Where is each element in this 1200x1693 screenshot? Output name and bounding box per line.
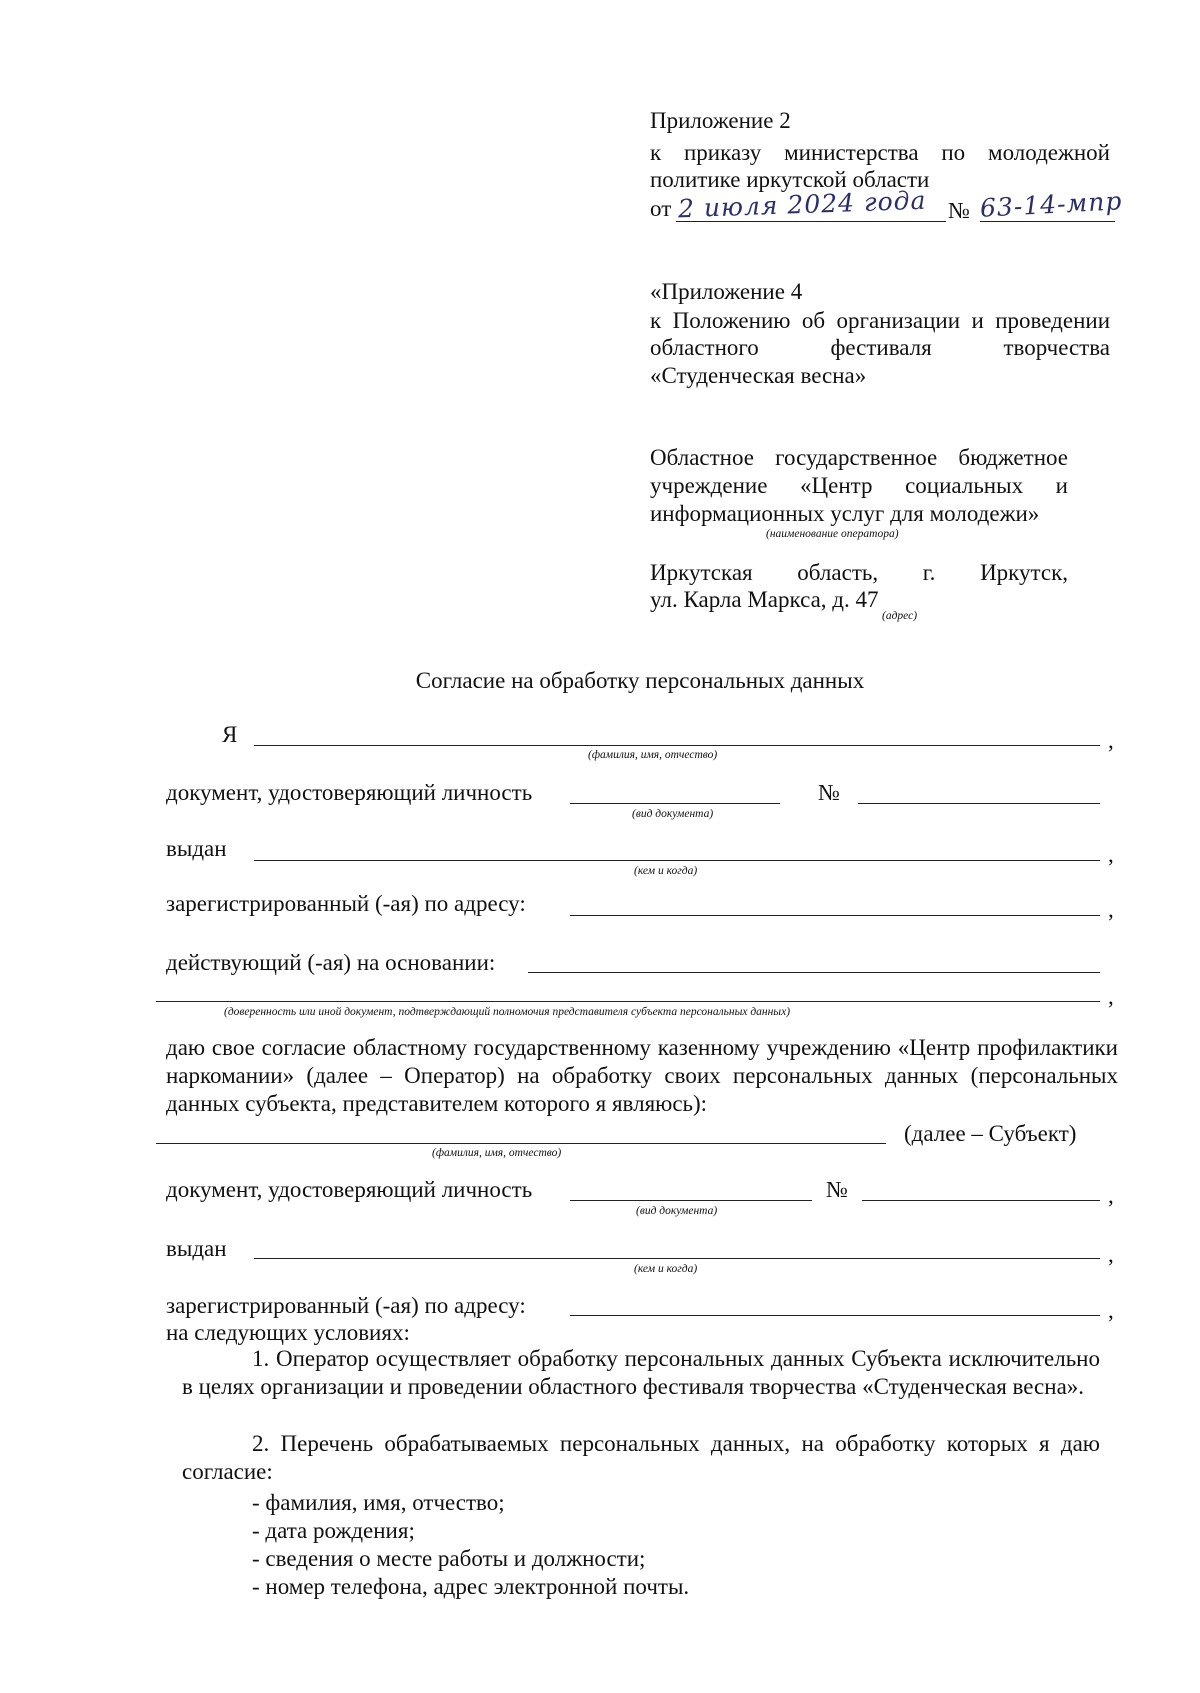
- list-item: - сведения о месте работы и должности;: [252, 1546, 646, 1571]
- doc-label: документ, удостоверяющий личность: [166, 780, 533, 805]
- conditions-label: на следующих условиях:: [166, 1320, 410, 1345]
- operator-name-caption: (наименование оператора): [766, 528, 899, 540]
- subject-doc-type-field[interactable]: [570, 1200, 812, 1201]
- subject-issued-field[interactable]: [254, 1258, 1100, 1259]
- form-title: Согласие на обработку персональных данных: [415, 668, 865, 693]
- operator-name-line-1: Областное государственное бюджетное: [650, 445, 1068, 470]
- registered-comma: ,: [1108, 897, 1114, 922]
- issued-field[interactable]: [254, 860, 1100, 861]
- clause-1-text: 1. Оператор осуществляет обработку персональных данных Субъекта исключительно в целях организации и проведении областного фестиваля творчества «Студенческая весна».: [182, 1346, 1100, 1399]
- clause-1: [182, 1345, 1100, 1401]
- clause-2-text: 2. Перечень обрабатываемых персональных данных, на обработку которых я даю согласие:: [182, 1431, 1100, 1484]
- operator-address-caption: (адрес): [882, 610, 918, 622]
- operator-address-line-2: ул. Карла Маркса, д. 47: [650, 587, 879, 612]
- operator-name-line-3: информационных услуг для молодежи»: [650, 501, 1040, 526]
- subject-issued-caption: (кем и когда): [634, 1263, 698, 1275]
- subject-issued-label: выдан: [166, 1236, 227, 1261]
- i-label: Я: [222, 722, 238, 747]
- registered-field[interactable]: [570, 915, 1100, 916]
- appendix-4-line-2: областного фестиваля творчества: [650, 335, 1110, 360]
- operator-name-line-2: учреждение «Центр социальных и: [650, 473, 1068, 498]
- consent-paragraph: [166, 1034, 1118, 1118]
- acting-caption: (доверенность или иной документ, подтверждающий полномочия представителя субъекта персональных данных): [224, 1006, 791, 1018]
- subject-issued-comma: ,: [1108, 1242, 1114, 1267]
- issued-label: выдан: [166, 836, 227, 861]
- doc-type-caption: (вид документа): [632, 808, 714, 820]
- acting-comma: ,: [1108, 984, 1114, 1009]
- order-number-handwritten: 63-14-мпр: [979, 186, 1123, 223]
- subject-registered-field[interactable]: [570, 1315, 1100, 1316]
- subject-label: (далее – Субъект): [904, 1121, 1077, 1146]
- clause-2: [182, 1430, 1100, 1486]
- subject-doc-label: документ, удостоверяющий личность: [166, 1177, 533, 1202]
- appendix-2-title: Приложение 2: [650, 108, 791, 133]
- appendix-4-line-1: к Положению об организации и проведении: [650, 308, 1110, 333]
- subject-doc-comma: ,: [1108, 1183, 1114, 1208]
- acting-field-2[interactable]: [156, 1001, 1100, 1002]
- subject-registered-comma: ,: [1108, 1298, 1114, 1323]
- subject-registered-label: зарегистрированный (-ая) по адресу:: [166, 1293, 526, 1318]
- operator-address-line-1: Иркутская область, г. Иркутск,: [650, 560, 1068, 585]
- list-item: - номер телефона, адрес электронной почты.: [252, 1574, 690, 1599]
- appendix-4-line-3: «Студенческая весна»: [650, 363, 867, 388]
- fio-caption: (фамилия, имя, отчество): [588, 749, 718, 761]
- fio-comma: ,: [1108, 728, 1114, 753]
- list-item: - фамилия, имя, отчество;: [252, 1490, 505, 1515]
- order-from-label: от: [650, 196, 672, 221]
- subject-fio-caption: (фамилия, имя, отчество): [432, 1147, 562, 1159]
- subject-doc-type-caption: (вид документа): [636, 1205, 718, 1217]
- acting-field[interactable]: [528, 972, 1100, 973]
- order-line-1: к приказу министерства по молодежной: [650, 140, 1110, 165]
- order-date-handwritten: 2 июля 2024 года: [677, 185, 927, 224]
- issued-comma: ,: [1108, 842, 1114, 867]
- doc-type-field[interactable]: [570, 803, 780, 804]
- appendix-4-title: «Приложение 4: [650, 279, 803, 304]
- list-item: - дата рождения;: [252, 1518, 415, 1543]
- registered-label: зарегистрированный (-ая) по адресу:: [166, 891, 526, 916]
- issued-caption: (кем и когда): [634, 865, 698, 877]
- fio-field[interactable]: [254, 745, 1100, 746]
- order-line-2: политике иркутской области: [650, 167, 930, 192]
- doc-number-field[interactable]: [858, 803, 1100, 804]
- subject-doc-number-field[interactable]: [862, 1200, 1100, 1201]
- subject-doc-number-label: №: [826, 1177, 848, 1202]
- consent-text: даю свое согласие областному государственному казенному учреждению «Центр профилактики наркомании» (далее – Оператор) на обработку своих персональных данных (персональных данных субъекта, представителем которого я являюсь):: [166, 1035, 1118, 1116]
- acting-label: действующий (-ая) на основании:: [166, 950, 496, 975]
- order-number-label: №: [948, 198, 970, 223]
- subject-fio-field[interactable]: [156, 1143, 886, 1144]
- doc-number-label: №: [818, 780, 840, 805]
